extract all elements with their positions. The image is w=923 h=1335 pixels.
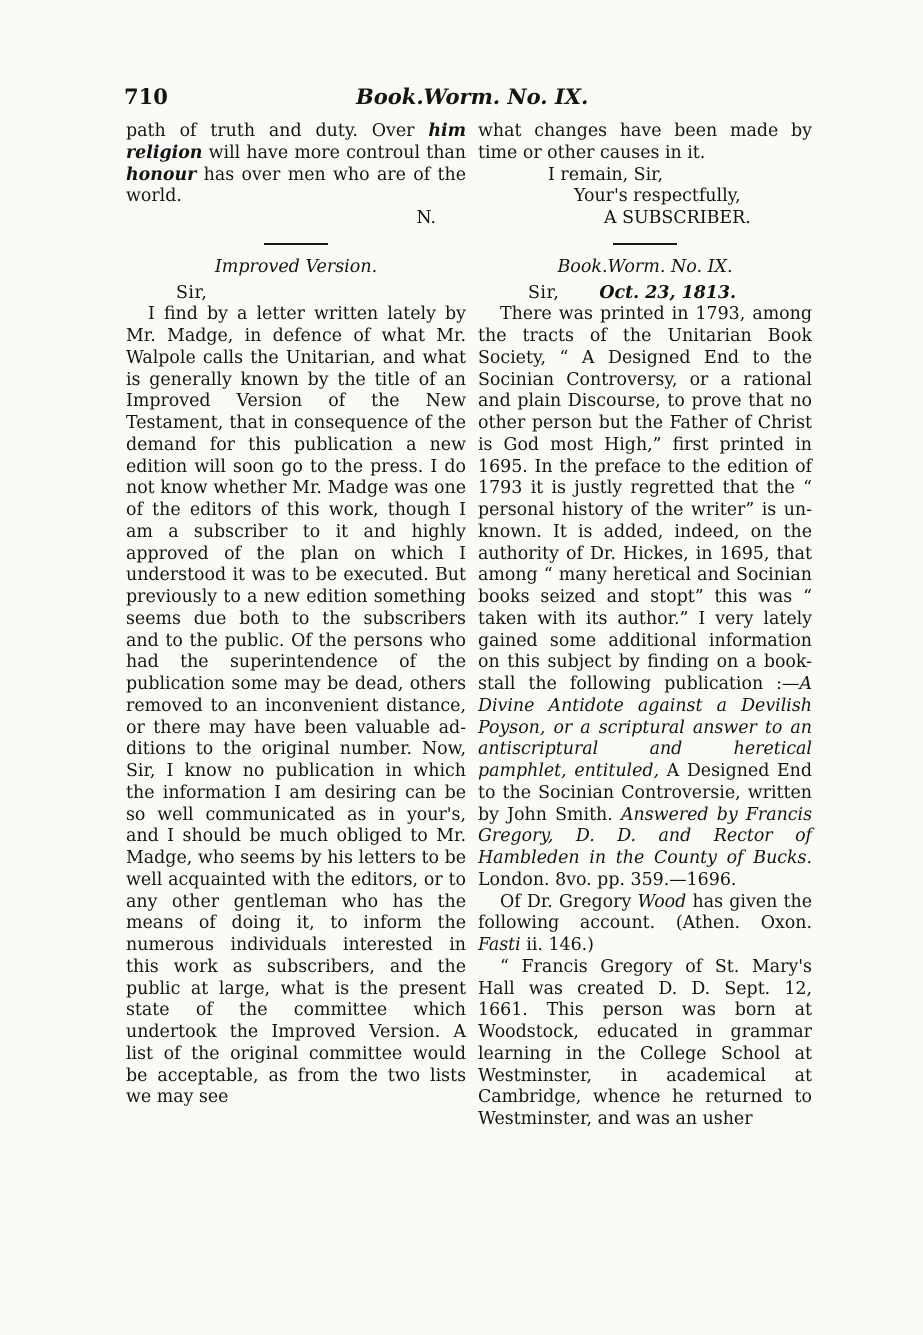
emphasis-text: honour [126,164,197,185]
letter-date: Oct. 23, 1813. [599,282,737,303]
emphasis-text: A Divine Antidote against a Devilish Poyson, or a scriptural answer to an antiscriptural and heretical pamphlet, entituled, [478,674,812,781]
page-number: 710 [124,84,168,109]
letter-body: I find by a letter written lately by Mr. Madge, in defence of what Mr. Walpole calls the Unitarian, and what is generally known by the title of an Improved Version of the New Testament, that in consequence of the demand for this publication a new edition will soon go to the press. I do not know whether Mr. Madge was one of the editors of this work, though I am a subscriber to it and highly approved of the plan on which I understood it was to be executed. But previously to a new edition something seems due both to the subscribers and to the public. Of the persons who had the superintendence of the publication some may be dead, others removed to an inconvenient distance, or there may have been valuable additions to the original number. Now, Sir, I know no publication in which the information I am desiring can be so well communicated as in your's, and I should be much obliged to Mr. Madge, who seems by his letters to be well acquainted with the editors, or to any other gentleman who has the means of doing it, to inform the numerous individuals interested in this work as subscribers, and the public at large, what is the present state of the committee which undertook the Improved Version. A list of the original committee would be acceptable, as from the two lists we may see [126,304,466,1108]
article-paragraph [478,892,812,957]
section-divider [264,243,328,245]
text-fragment: ii. 146.) [520,935,594,955]
emphasis-text: him religion [126,121,466,163]
text-fragment: There was printed in 1793, among the tracts of the Unitarian Book Society, “ A Designed End to the Socinian Controversy, or a rational and plain Discourse, to prove that no other person but the Father of Christ is God most High,” first printed in 1695. In the preface to the edition of 1793 it is justly regretted that the “ personal history of the writer” is unknown. It is added, indeed, on the authority of Dr. Hickes, in 1695, that among “ many heretical and Socinian books seized and stopt” this was “ taken with its author.” I very lately gained some additional information on this subject by finding on a book-stall the following publication :— [478,304,812,694]
letter-signature: N. [416,208,436,228]
section-heading: Improved Version. [214,256,378,277]
text-fragment: has over men who are of the world. [126,164,466,207]
salutation-line [478,283,812,305]
closing-signature: A SUBSCRIBER. [604,208,751,228]
section-divider [613,243,677,245]
right-column [478,121,812,1131]
text-fragment: path of truth and duty. Over [126,121,429,141]
running-header [124,84,810,114]
continued-paragraph: what changes have been made by time or other causes in it. [478,121,812,163]
left-column [126,121,466,1109]
text-fragment: London. 8vo. pp. 359.—1696. [478,869,737,890]
text-fragment: A Designed End to the Socinian Controversie, written by John Smith. [478,761,812,825]
quotation-paragraph: “ Francis Gregory of St. Mary's Hall was created D. D. Sept. 12, 1661. This person was born at Woodstock, educated in grammar learning in the College School at Westminster, in academical at Cambridge, whence he returned to Westminster, and was an usher [478,956,812,1129]
emphasis-text: Wood [637,891,687,912]
salutation: Sir, [176,282,208,303]
text-fragment: will have more controul than [202,142,466,163]
running-title: Book.Worm. No. IX. [356,84,589,109]
text-fragment: has given the following account. (Athen. Oxon. [478,891,812,934]
emphasis-text: Answered by Francis Gregory, D. D. and Rector of Hambleden in the County of Bucks. [478,804,812,868]
salutation: Sir, [528,282,560,303]
section-heading: Book.Worm. No. IX. [557,256,733,277]
continued-paragraph [126,121,466,208]
closing-line: Your's respectfully, [574,186,741,207]
text-fragment: Of Dr. Gregory [500,891,638,912]
closing-line: I remain, Sir, [548,164,664,185]
article-paragraph [478,304,812,891]
emphasis-text: Fasti [478,935,521,955]
